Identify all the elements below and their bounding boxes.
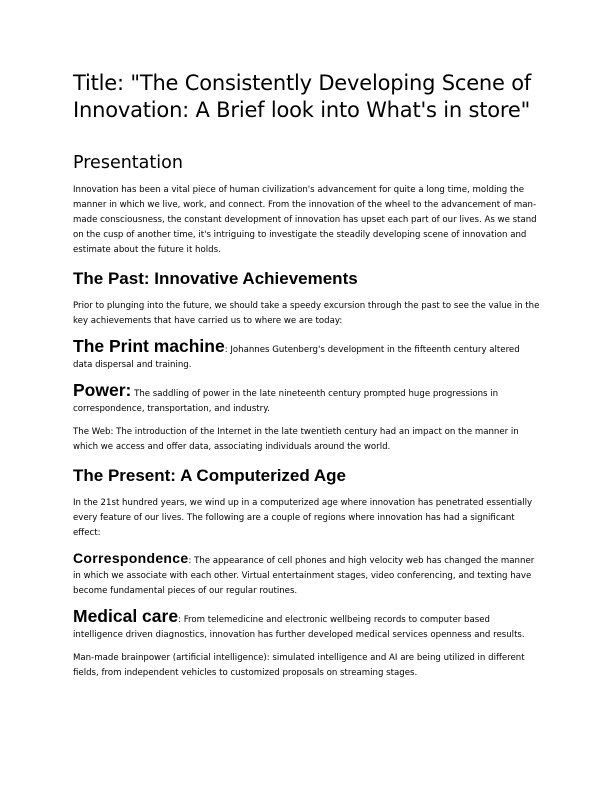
document-title: Title: "The Consistently Developing Scene of Innovation: A Brief look into What's in store" [73,71,532,122]
lead-power: Power: [73,380,132,400]
lead-print-machine: The Print machine [73,336,225,356]
heading-present: The Present: A Computerized Age [73,466,346,485]
text-power: The saddling of power in the late nineteenth century prompted huge progressions in correspondence, transportation, and industry. [73,389,499,414]
item-correspondence [73,551,540,599]
lead-correspondence: Correspondence [73,550,189,566]
text-correspondence: : The appearance of cell phones and high velocity web has changed the manner in which we associate with each other. Virtual entertainment stages, video conferencing, and texting have become fundamental pieces of our regular routines. [73,556,535,596]
lead-medical-care: Medical care [73,606,179,626]
paragraph-past-intro: Prior to plunging into the future, we should take a speedy excursion through the past to see the value in the key achievements that have carried us to where we are today: [73,301,540,326]
heading-presentation: Presentation [73,153,183,173]
paragraph-present-intro: In the 21st hundred years, we wind up in a computerized age where innovation has penetrated essentially every feature of our lives. The following are a couple of regions where innovation has had a significant effect: [73,498,533,538]
text-print-machine: : Johannes Gutenberg's development in the fifteenth century altered data dispersal and training. [73,345,520,370]
item-ai: Man-made brainpower (artificial intelligence): simulated intelligence and AI are being utilized in different fields, from independent vehicles to customized proposals on streaming stages. [73,653,525,678]
item-power [73,380,540,417]
item-print-machine [73,336,540,373]
text-medical-care: : From telemedicine and electronic wellbeing records to computer based intelligence driven diagnostics, innovation has further developed medical services openness and results. [73,615,525,640]
item-web: The Web: The introduction of the Internet in the late twentieth century had an impact on the manner in which we access and offer data, associating individuals around the world. [73,427,519,452]
heading-past: The Past: Innovative Achievements [73,269,358,288]
item-medical-care [73,606,540,643]
paragraph-presentation: Innovation has been a vital piece of human civilization's advancement for quite a long time, molding the manner in which we live, work, and connect. From the innovation of the wheel to the advancement of man-made consciousness, the constant development of innovation has upset each part of our lives. As we stand on the cusp of another time, it's intriguing to investigate the steadily developing scene of innovation and estimate about the future it holds. [73,185,537,255]
